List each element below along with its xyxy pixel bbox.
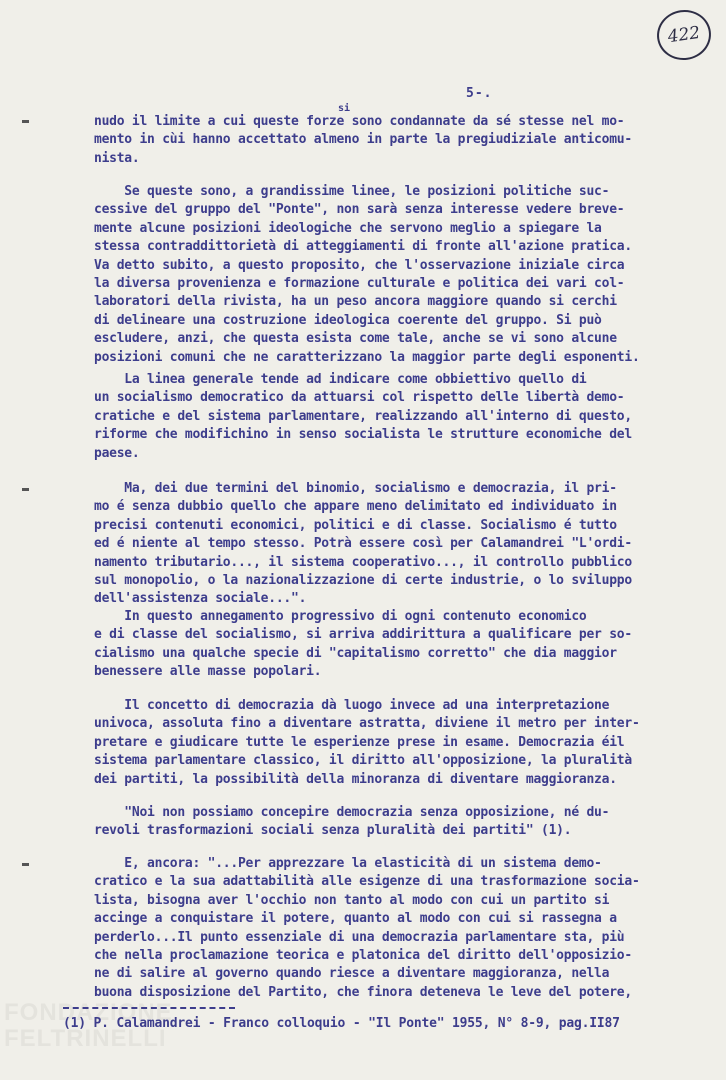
page-number: 5-. [466, 86, 493, 101]
paragraph-3: La linea generale tende ad indicare come obbiettivo quello di un socialismo democratico da attuarsi col rispetto delle libertà demo- cratiche e del sistema parlamentare, realizzando all'interno di questo, riforme che modifichino in senso socialista le strutture economiche del paese. [94, 372, 632, 461]
handwritten-interline-insert: si [338, 103, 351, 114]
archive-stamp-number: 422 [654, 6, 714, 63]
paragraph-1: nudo il limite a cui queste forze sono condannate da sé stesse nel mo- mento in cùi hanno accettato almeno in parte la pregiudiziale anticomu- nista. [94, 114, 632, 166]
margin-mark [22, 120, 29, 123]
paragraph-5: In questo annegamento progressivo di ogni contenuto economico e di classe del socialismo, si arriva addirittura a qualificare per so- cialismo una qualche specie di "capitalismo corretto" che dia maggior benessere alle masse popolari. [94, 609, 632, 680]
paragraph-6: Il concetto di democrazia dà luogo invece ad una interpretazione univoca, assoluta fino a diventare astratta, diviene il metro per inter- pretare e giudicare tutte le esperienze prese in esame. Democrazia éil sistema parlamentare classico, il diritto all'opposizione, la pluralità dei partiti, la possibilità della minoranza di diventare maggioranza. [94, 698, 640, 787]
margin-mark [22, 863, 29, 866]
footnote: (1) P. Calamandrei - Franco colloquio - "Il Ponte" 1955, N° 8-9, pag.II87 [63, 1016, 620, 1031]
paragraph-4: Ma, dei due termini del binomio, socialismo e democrazia, il pri- mo é senza dubbio quello che appare meno delimitato ed individuato in precisi contenuti economici, politici e di classe. Socialismo é tutto ed é niente al tempo stesso. Potrà essere così per Calamandrei "L'ordi- namento tributario..., il sistema cooperativo..., il controllo pubblico sul monopolio, o la nazionalizzazione di certe industrie, o lo sviluppo dell'assistenza sociale...". [94, 481, 632, 607]
paragraph-8: E, ancora: "...Per apprezzare la elasticità di un sistema demo- cratico e la sua adattabilità alle esigenze di una trasformazione socia- lista, bisogna aver l'occhio non tanto al modo con cui un partito si accinge a conquistare il potere, quanto al modo con cui si rassegna a perderlo...Il punto essenziale di una democrazia parlamentare sta, più che nella proclamazione teorica e platonica del diritto dell'opposizio- ne di salire al governo quando riesce a diventare maggioranza, nella buona disposizione del Partito, che finora deteneva le leve del potere, [94, 856, 640, 1000]
margin-mark [22, 488, 29, 491]
archive-watermark: FONDAZIONE FELTRINELLI [4, 999, 173, 1052]
paragraph-7-quote: "Noi non possiamo concepire democrazia senza opposizione, né du- revoli trasformazioni sociali senza pluralità dei partiti" (1). [94, 805, 610, 839]
paragraph-2: Se queste sono, a grandissime linee, le posizioni politiche suc- cessive del gruppo del "Ponte", non sarà senza interesse vedere breve- mente alcune posizioni ideologiche che servono meglio a spiegare la stessa contraddittorietà di atteggiamenti di fronte all'azione pratica. Va detto subito, a questo proposito, che l'osservazione iniziale circa la diversa provenienza e formazione culturale e politica dei vari col- laboratori della rivista, ha un peso ancora maggiore quando si cerchi di delineare una costruzione ideologica coerente del gruppo. Si può escludere, anzi, che questa esista come tale, anche se vi sono alcune posizioni comuni che ne caratterizzano la maggior parte degli esponenti. [94, 184, 640, 365]
footnote-divider [63, 1007, 235, 1009]
